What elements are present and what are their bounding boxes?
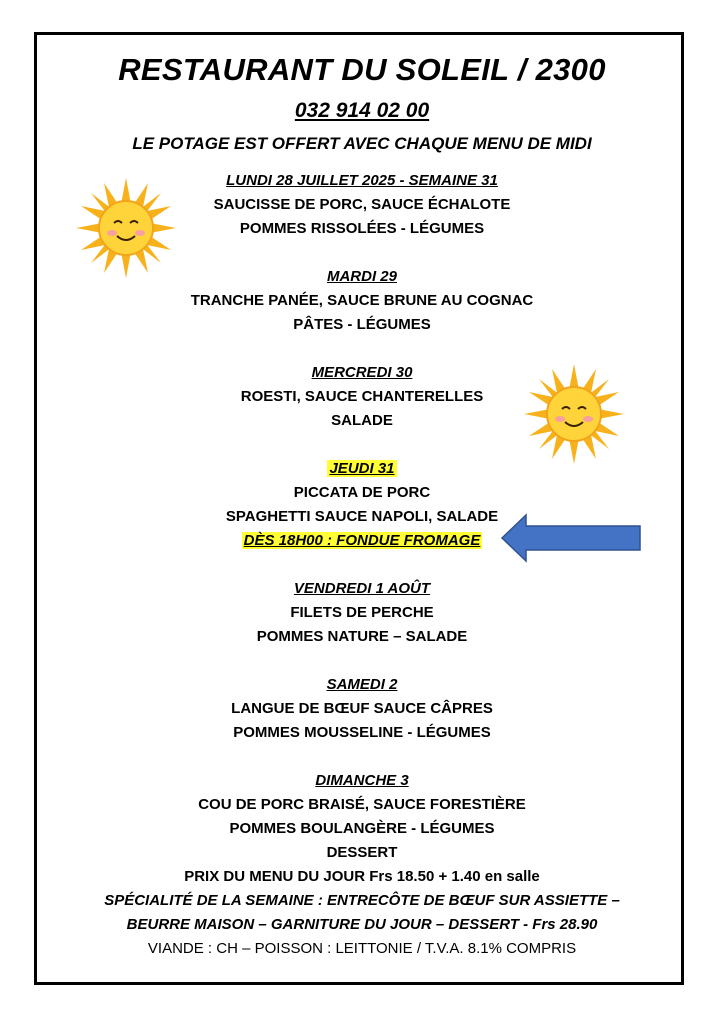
fondue-special: DÈS 18H00 : FONDUE FROMAGE: [243, 532, 481, 549]
weekly-special: SPÉCIALITÉ DE LA SEMAINE : ENTRECÔTE DE BŒUF SUR ASSIETTE –: [104, 892, 620, 909]
dish-line: POMMES MOUSSELINE - LÉGUMES: [233, 724, 491, 741]
dish-line: PÂTES - LÉGUMES: [293, 316, 431, 333]
soup-offer: LE POTAGE EST OFFERT AVEC CHAQUE MENU DE MIDI: [132, 134, 592, 153]
day-heading-tuesday: MARDI 29: [326, 268, 397, 285]
day-heading-friday: VENDREDI 1 AOÛT: [293, 580, 431, 597]
origin-vat-note: VIANDE : CH – POISSON : LEITTONIE / T.V.A. 8.1% COMPRIS: [147, 940, 577, 957]
phone-number: 032 914 02 00: [294, 99, 430, 122]
day-heading-sunday: DIMANCHE 3: [315, 772, 409, 789]
dish-line: PICCATA DE PORC: [293, 484, 431, 501]
dish-line: POMMES BOULANGÈRE - LÉGUMES: [229, 820, 495, 837]
left-arrow-icon: [500, 513, 642, 563]
dish-line: SAUCISSE DE PORC, SAUCE ÉCHALOTE: [213, 196, 511, 213]
menu-price: PRIX DU MENU DU JOUR Frs 18.50 + 1.40 en salle: [184, 868, 540, 885]
dish-line: SPAGHETTI SAUCE NAPOLI, SALADE: [225, 508, 499, 525]
restaurant-title: RESTAURANT DU SOLEIL / 2300: [118, 52, 606, 87]
dish-line: POMMES RISSOLÉES - LÉGUMES: [239, 220, 485, 237]
dish-line: TRANCHE PANÉE, SAUCE BRUNE AU COGNAC: [190, 292, 534, 309]
dish-line: POMMES NATURE – SALADE: [256, 628, 468, 645]
weekly-special-cont: BEURRE MAISON – GARNITURE DU JOUR – DESSERT - Frs 28.90: [126, 916, 598, 933]
dish-line: LANGUE DE BŒUF SAUCE CÂPRES: [231, 700, 493, 717]
day-heading-thursday: JEUDI 31: [329, 460, 395, 477]
dish-line: ROESTI, SAUCE CHANTERELLES: [240, 388, 484, 405]
day-heading-wednesday: MERCREDI 30: [311, 364, 413, 381]
dish-line: DESSERT: [326, 844, 398, 861]
day-heading-monday: LUNDI 28 JUILLET 2025 - SEMAINE 31: [226, 172, 498, 189]
dish-line: FILETS DE PERCHE: [290, 604, 434, 621]
day-heading-saturday: SAMEDI 2: [326, 676, 398, 693]
smiling-sun-icon: [74, 176, 178, 280]
smiling-sun-icon: [522, 362, 626, 466]
dish-line: SALADE: [331, 412, 393, 429]
dish-line: COU DE PORC BRAISÉ, SAUCE FORESTIÈRE: [198, 796, 526, 813]
